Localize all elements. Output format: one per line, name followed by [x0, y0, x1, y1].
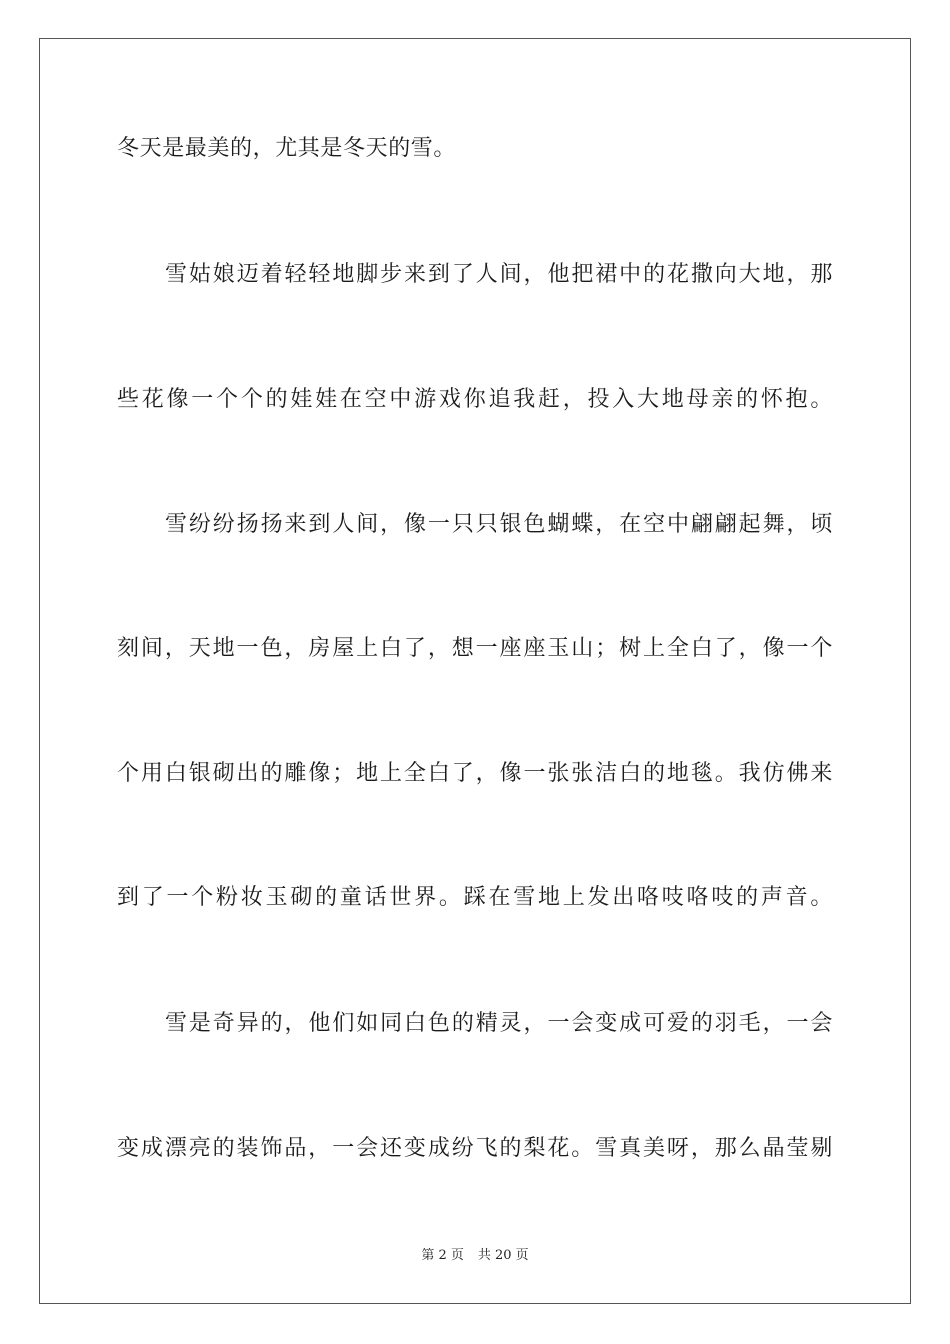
page-number: 第 2 页: [421, 1248, 464, 1263]
page-footer: [0, 1247, 950, 1265]
text-line-1: 冬天是最美的，尤其是冬天的雪。: [117, 136, 457, 161]
page-border: [39, 38, 911, 1304]
text-line-4: 雪纷纷扬扬来到人间，像一只只银色蝴蝶，在空中翩翩起舞，顷: [165, 512, 833, 537]
text-line-5: 刻间，天地一色，房屋上白了，想一座座玉山；树上全白了，像一个: [117, 636, 833, 661]
total-pages: 共 20 页: [477, 1248, 529, 1263]
text-line-7: 到了一个粉妆玉砌的童话世界。踩在雪地上发出咯吱咯吱的声音。: [117, 885, 833, 910]
text-line-8: 雪是奇异的，他们如同白色的精灵，一会变成可爱的羽毛，一会: [165, 1011, 833, 1036]
text-line-2: 雪姑娘迈着轻轻地脚步来到了人间，他把裙中的花撒向大地，那: [165, 262, 833, 287]
text-line-6: 个用白银砌出的雕像；地上全白了，像一张张洁白的地毯。我仿佛来: [117, 761, 833, 786]
text-line-3: 些花像一个个的娃娃在空中游戏你追我赶，投入大地母亲的怀抱。: [117, 387, 833, 412]
text-line-9: 变成漂亮的装饰品，一会还变成纷飞的梨花。雪真美呀，那么晶莹剔: [117, 1136, 833, 1161]
